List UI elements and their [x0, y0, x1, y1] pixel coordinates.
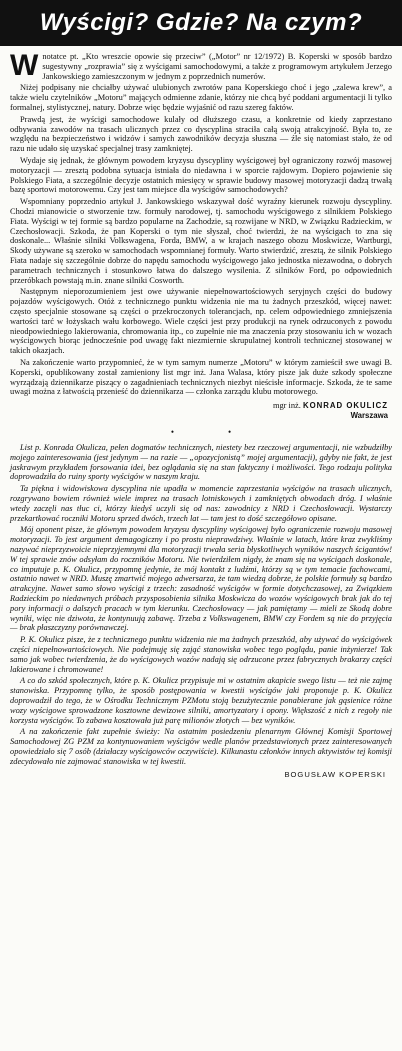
- title-banner: [0, 0, 402, 46]
- section-divider: [10, 427, 392, 437]
- reply-paragraph: Ta piękna i widowiskowa dyscyplina nie upadła w momencie zaprzestania wyścigów na trasach ulicznych, rozgrywano bowiem również wiele imprez na trasach lotniskowych i zamkniętych obwodach dróg. I właśnie wtedy zaczęli nas tłuc ci, którzy kiedyś uczyli się od nas: zawodnicy z NRD i Czechosłowacji. Wystarczy przekartkować roczniki Motoru sprzed dwóch, trzech lat — tam jest to dość szczegółowo opisane.: [10, 484, 392, 523]
- divider-dot: •: [170, 427, 174, 438]
- letter-paragraph: Wydaje się jednak, że głównym powodem kryzysu dyscypliny wyścigowej był ograniczony rozwój masowej motoryzacji — zresztą podobna sytuacja istniała do niedawna i w sporcie rajdowym. Dopiero pojawienie się Polskiego Fiata, a szczególnie decyzje ostatnich miesięcy w sprawie budowy masowej motoryzacji dadzą trwałą bazę sportowi motorowemu. Czy jest tam miejsce dla wyścigów samochodowych?: [10, 155, 392, 195]
- letter-paragraph: Wspomniany poprzednio artykuł J. Jankowskiego wskazywał dość wyraźny kierunek rozwoju dyscypliny. Chodzi mianowicie o stworzenie tzw. formuły narodowej, tj. samochodu wyścigowego z silnikiem Polskiego Fiata. Wyścigi w tej formie są bardzo popularne na Zachodzie, są rozwijane w NRD, w Związku Radzieckim, w Czechosłowacji. Szkoda, że pan Koperski o tym nie słyszał, choć twierdzi, że na wyścigach to zna się doskonale... Właśnie silniki Volkswagena, Forda, BMW, a w krajach naszego obozu Moskwicze, Wartburgi, Skody używane są szeroko w samochodach wspomnianej formuły. Warto stwierdzić, zresztą, że silnik Polskiego Fiata nadaje się szczególnie dobrze do napędu samochodu wyścigowego jako jednostka niezawodna, o dobrych parametrach technicznych i stosunkowo łatwa do dalszego wysilenia. Z silników Ford, po odpowiednich przeróbkach powstają m.in. znane silniki Cosworth.: [10, 197, 392, 285]
- reply-paragraph: A co do szkód społecznych, które p. K. Okulicz przypisuje mi w ostatnim akapicie swego listu — też nie zajmę stanowiska. Przypomnę tylko, że sposób postępowania w kwestii wyścigów jaki proponuje p. K. Okulicz doprowadził do tego, że w Ośrodku Technicznym PZMotu stoją bezużytecznie ponabierane jak gąsienice różne wozy wyścigowe sprowadzone kosztowne dewizowe silniki, amortyzatory i opony. Większość z nich z regoły nie korzysta wyścigów. To zabawa kosztowała już parę milionów złotych — bez wyników.: [10, 676, 392, 725]
- letter-paragraph: Niżej podpisany nie chciałby używać ulubionych zwrotów pana Koperskiego choć i jego „zalewa krew”, a także wielu czytelników „Motoru” mających odmienne zdanie, którzy nie chcą być poddani argumentacji li tylko formalnej, stylistycznej, natury. Dobrze więc będzie wyjaśnić od razu szereg faktów.: [10, 83, 392, 112]
- letter-paragraph: Następnym nieporozumieniem jest owe używanie niepełnowartościowych seryjnych części do budowy pojazdów wyścigowych. Otóż z technicznego punktu widzenia nie ma tu żadnych przeszkód, więcej nawet: często specjalnie stosowane są części o przekroczonych tolerancjach, np. celem odpowiedniego zmniejszenia wartości tarć w łożyskach wału korbowego. Wiele części jest przy produkcji na rynek odrzuconych z powodu nieodpowiedniego lakierowania, chromowania itp., co zupełnie nie ma znaczenia przy stosowaniu ich w wozach wyścigowych biorąc jednocześnie pod uwagę fakt niezmiernie skrupulatnej kontroli technicznej stosowanej w takich okazjach.: [10, 287, 392, 356]
- letter-paragraph: Prawdą jest, że wyścigi samochodowe kulały od dłuższego czasu, a konkretnie od kiedy zaprzestano odbywania zawodów na trasach ulicznych przez co dyscyplina straciła całą swoją atrakcyjność. Była to, ze względu na bezpieczeństwo i widzów i samych zawodników decyzja słuszna — źle się natomiast stało, że od razu nie udało się uzyskać specjalnej trasy zamkniętej.: [10, 114, 392, 154]
- letter-paragraph: Wnotatce pt. „Kto wreszcie opowie się przeciw” („Motor” nr 12/1972) B. Koperski w sposób bardzo sugestywny „rozprawia” się z wyścigami samochodowymi, a także z programowym artykułem Jerzego Jankowskiego zamieszczonym w jednym z poprzednich numerów.: [10, 49, 392, 82]
- reply-section: [10, 443, 392, 779]
- letter-paragraph: Na zakończenie warto przypomnieć, że w tym samym numerze „Motoru” w którym zamieścił swe uwagi B. Koperski, opublikowany został zamieniony list mgr inż. Jana Walasa, który pisze jak duże szkody społeczne wyrządzają dziennikarze piszący o zagadnieniach technicznych niezbyt nieścisłe informacje. Szkoda, że te same uwagi można z łatwością przenieść do dziennikarza — członka zarządu klubu motorowego.: [10, 357, 392, 397]
- letter-section: [10, 49, 392, 421]
- divider-dot: •: [228, 427, 232, 438]
- letter-signature: mgr inż. KONRAD OKULICZ Warszawa: [272, 401, 388, 421]
- reply-signature: BOGUSŁAW KOPERSKI: [284, 769, 386, 779]
- article-title: Wyścigi? Gdzie? Na czym?: [39, 9, 363, 36]
- article-body: [0, 46, 402, 779]
- reply-paragraph: A na zakończenie fakt zupełnie świeży: Na ostatnim posiedzeniu plenarnym Głównej Komisji Sportowej Samochodowej ZG PZM za kontynuowaniem wyścigów wedle planów przedstawionych przez zainteresowanych opowiedziało się 7 osób (działaczy wyścigowców oczywiście). Kilkunastu członków innych aktywistów tej komisji zdecydowało nie zajmować stanowiska w tej kwestii.: [10, 727, 392, 766]
- reply-paragraph: P. K. Okulicz pisze, że z technicznego punktu widzenia nie ma żadnych przeszkód, aby używać do wyścigówek części niepełnowartościowych. Nie podejmuję się zająć stanowiska wobec tego poglądu, panie inżynierze! Tak samo jak wobec twierdzenia, że do wyścigowych wozów nadają się odrzucone przez fabrycznych brakarzy części lakierowane i chromowane!: [10, 635, 392, 674]
- reply-paragraph: Mój oponent pisze, że głównym powodem kryzysu dyscypliny wyścigowej było ograniczenie rozwoju masowej motoryzacji. To jest argument demagogiczny i po prostu nieprawdziwy. Właśnie w latach, które kraz zwykliśmy nazywać nieprzyzwoicie nieprzyjemnymi dla motoryzacji trwała seria błyskotliwych wyników naszych ścigantów! W tej sprawie znów odsyłam do roczników Motoru. Nie twierdziłem nigdy, że znam się na wyścigach doskonale, co imputuje p. K. Okulicz, przypomnę jedynie, że mój kontakt z ludźmi, którzy są w tym temacie fachowcami, ostatnio nawet w NRD. Muszę zmartwić mojego adwersarza, że tam wiedzą dobrze, że polskie formuły są bardzo atrakcyjne. Nawet samo słowo wyścigi z trzech: zasadność wyścigów w formie dotychczasowej, za Związkiem Radzieckim po niedawnych próbach przysposobienia silnika Moskwicza do wozów wyścigowych brak jak do tej pory informacji o dalszych pracach w tym kierunku. Czechosłowacy — jak pamiętamy — mieli ze Skodą dobre wyniki, więc nie dziwota, że kontynuują zabawę. Trzeba z Volkswagenem, BMW czy Fordem są nie do przyjęcia — brak płaszczyzny porównawczej.: [10, 525, 392, 633]
- drop-cap: W: [10, 49, 39, 82]
- reply-paragraph: List p. Konrada Okulicza, pełen dogmatów technicznych, niestety bez rzeczowej argumentacji, nie wzbudziłby mojego zainteresowania (jest jedynym — na razie — „opozycjonistą” mojej argumentacji), gdyby nie fakt, że jest jaskrawym przykładem forsowania idei, bez oglądania się na stan faktyczny i możliwości. Tego rodzaju polityka doprowadziła do ruiny sporty wyścigów w naszym kraju.: [10, 443, 392, 482]
